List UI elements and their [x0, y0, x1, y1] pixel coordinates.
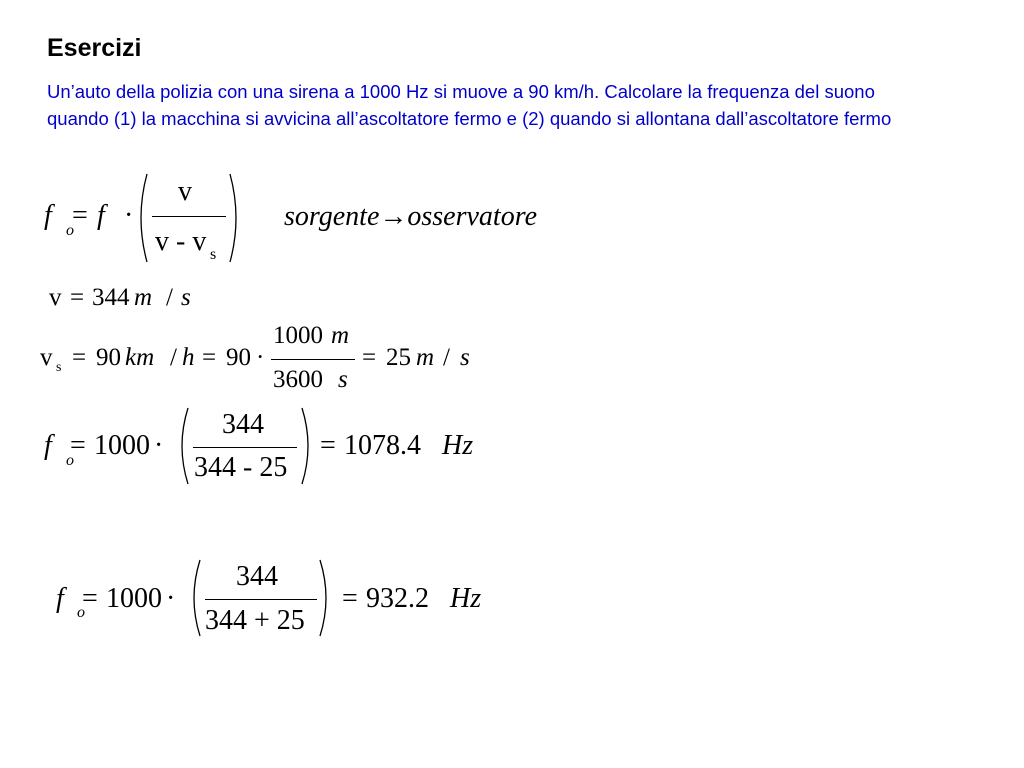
formula2-value: 344: [92, 284, 130, 311]
formula1-numerator: v: [178, 176, 192, 207]
formula4-equals: =: [70, 430, 86, 461]
formula2-v: v: [49, 284, 62, 311]
formula3-denominator-unit: s: [338, 366, 348, 393]
formula4-value: 1000: [94, 430, 150, 461]
formula1-f: f: [97, 200, 105, 231]
problem-statement: Un’auto della polizia con una sirena a 1000 Hz si muove a 90 km/h. Calcolare la frequenza del suono quando (1) la macchina si avvicina all’ascoltatore fermo e (2) quando si allontana dall’ascoltatore fermo: [47, 81, 892, 129]
formula3-unit-km: km: [125, 344, 155, 371]
formula5-equals2: =: [342, 583, 358, 614]
formula1-right-paren: [228, 172, 244, 264]
formula3-equals1: =: [72, 344, 87, 371]
formula5-dot: ·: [166, 583, 176, 614]
formula3-fraction-bar: [271, 359, 355, 360]
formula4-right-paren: [300, 406, 316, 486]
formula3-result-m: m: [416, 344, 435, 371]
formula3-subscript: s: [56, 360, 62, 375]
formula1-equals: =: [72, 200, 88, 231]
formula5-left-paren: [186, 558, 202, 638]
formula4-subscript: o: [66, 452, 74, 469]
formula3-denominator: 3600: [273, 366, 323, 393]
formula5-unit: Hz: [450, 583, 482, 614]
formula1-denominator: v - v: [155, 226, 207, 257]
formula2-equals: =: [70, 284, 85, 311]
formula3-slash1: /: [170, 344, 177, 371]
formula3-slash2: /: [443, 344, 450, 371]
formula1-den-subscript: s: [210, 246, 217, 263]
formula3-result-s: s: [460, 344, 470, 371]
formula5-numerator: 344: [236, 561, 278, 592]
formula5-subscript: o: [77, 604, 85, 621]
formula4-fraction-bar: [193, 447, 297, 448]
formula5-value: 1000: [106, 583, 162, 614]
formula2-slash: /: [166, 284, 173, 311]
formula5-fraction-bar: [205, 599, 317, 600]
formula5-equals: =: [82, 583, 98, 614]
formula1-subscript: o: [66, 222, 74, 239]
formula1-fraction-bar: [152, 216, 226, 217]
formula5-denominator: 344 + 25: [205, 605, 305, 636]
formula3-numerator: 1000: [273, 322, 323, 349]
formula4-numerator: 344: [222, 409, 264, 440]
formula4-dot: ·: [154, 430, 164, 461]
formula3-value1: 90: [96, 344, 121, 371]
formula4-denominator: 344 - 25: [194, 452, 288, 483]
formula3-equals2: =: [202, 344, 217, 371]
formula3-unit-h: h: [182, 344, 195, 371]
formula1-direction-note: sorgente→osservatore: [284, 201, 537, 232]
formula3-dot: ·: [256, 344, 265, 371]
formula4-result: 1078.4: [344, 430, 421, 461]
formula5-f: f: [56, 583, 64, 614]
formula4-f: f: [44, 430, 52, 461]
formula3-numerator-unit: m: [331, 322, 350, 349]
formula1-f-symbol: f: [44, 200, 52, 231]
formula3-equals3: =: [362, 344, 377, 371]
formula3-result: 25: [386, 344, 411, 371]
slide-title: Esercizi: [47, 34, 142, 62]
formula5-result: 932.2: [366, 583, 429, 614]
formula4-equals2: =: [320, 430, 336, 461]
formula2-unit-s: s: [181, 284, 191, 311]
formula2-unit-m: m: [134, 284, 153, 311]
formula3-v: v: [40, 344, 53, 371]
formula5-right-paren: [318, 558, 334, 638]
formula4-unit: Hz: [442, 430, 474, 461]
formula4-left-paren: [174, 406, 190, 486]
formula1-dot: ·: [124, 200, 134, 231]
formula3-value2: 90: [226, 344, 251, 371]
formula1-left-paren: [133, 172, 149, 264]
